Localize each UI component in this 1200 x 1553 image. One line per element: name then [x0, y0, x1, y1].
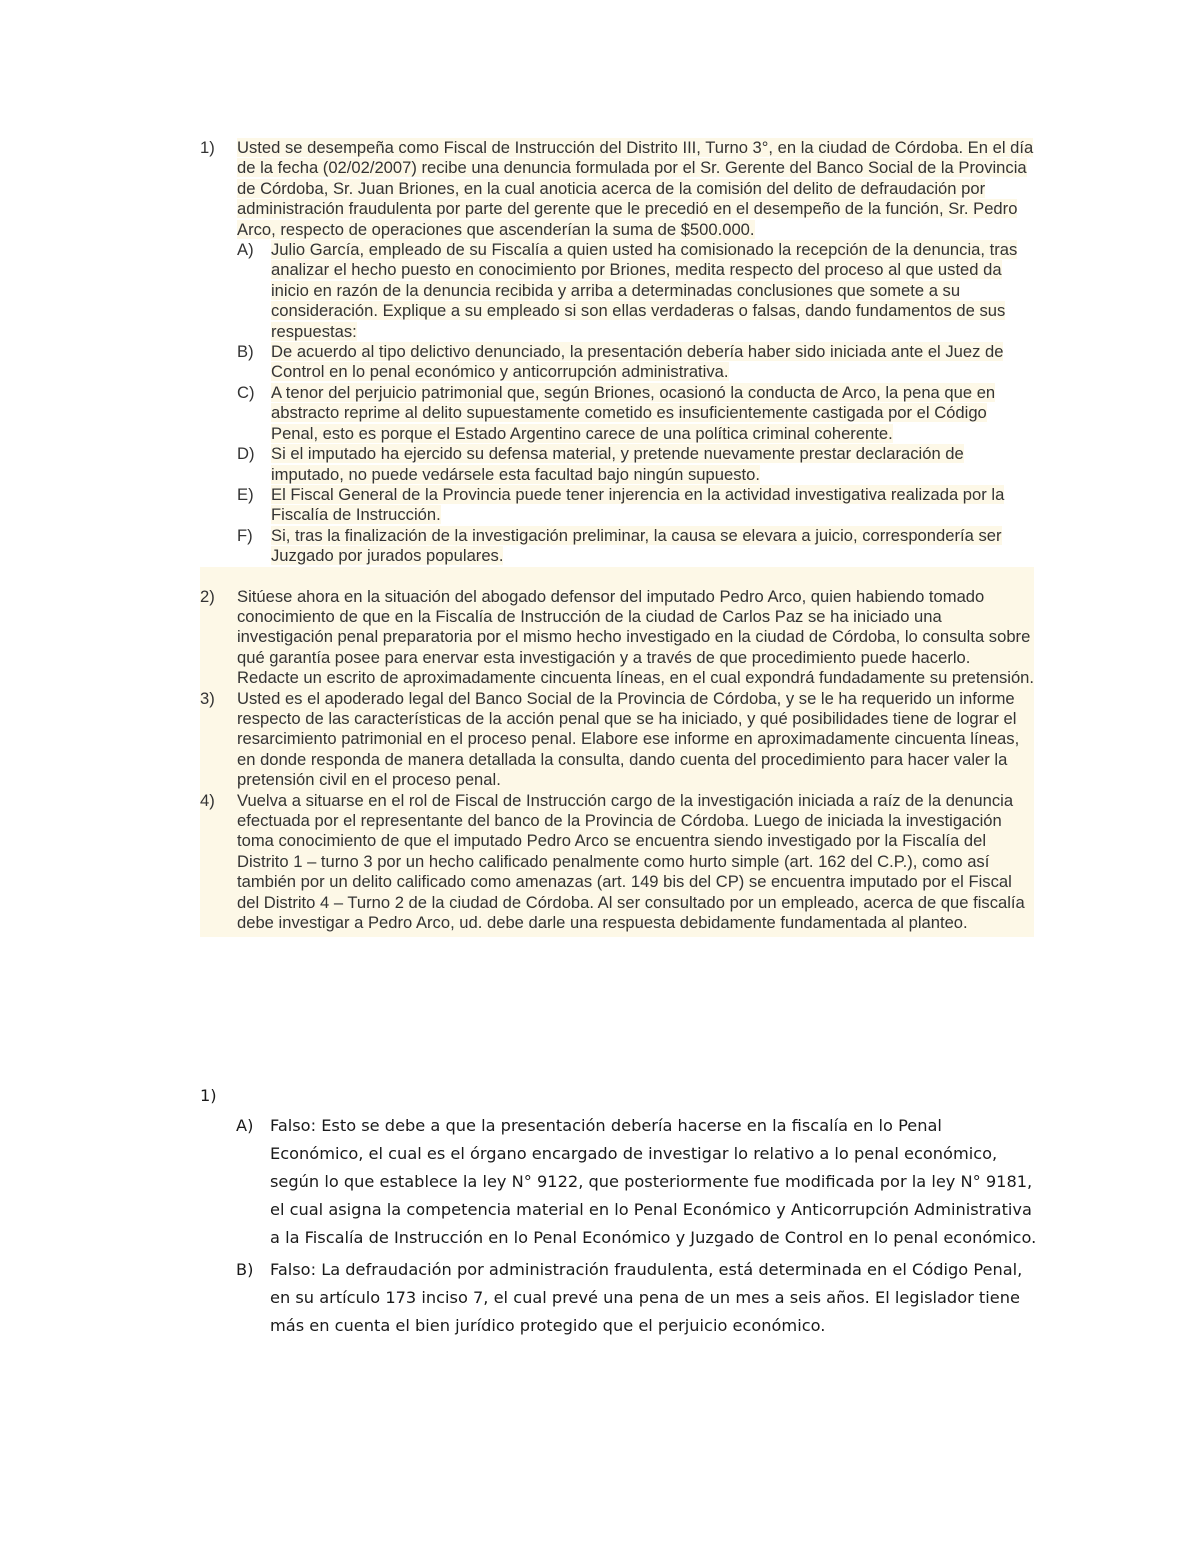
option-text: Julio García, empleado de su Fiscalía a quien usted ha comisionado la recepción de la denuncia, tras analizar el hecho puesto en conocimiento por Briones, medita respecto del proceso al que usted da inicio en razón de la denuncia recibida y arriba a determinadas conclusiones que somete a su consideración. Explique a su empleado si son ellas verdaderas o falsas, dando fundamentos de sus respuestas:	[271, 240, 1018, 341]
question-2	[200, 587, 1034, 689]
answer-text: La defraudación por administración fraudulenta, está determinada en el Código Penal, en su artículo 173 inciso 7, el cual prevé una pena de un mes a seis años. El legislador tiene más en cuenta el bien jurídico protegido que el perjuicio económico.	[270, 1260, 1023, 1335]
answer-b	[236, 1256, 1040, 1340]
question-3	[200, 689, 1034, 791]
option-text: El Fiscal General de la Provincia puede tener injerencia en la actividad investigativa realizada por la Fiscalía de Instrucción.	[271, 484, 1005, 525]
question-number: 2)	[200, 586, 215, 606]
answer-list	[200, 1112, 1040, 1340]
option-a	[237, 240, 1034, 342]
answer-a	[236, 1112, 1040, 1252]
option-letter: C)	[237, 382, 255, 402]
option-letter: E)	[237, 484, 254, 504]
option-f	[237, 526, 1034, 567]
question-1-options	[237, 240, 1034, 567]
answer-label: Falso:	[270, 1116, 317, 1135]
option-e	[237, 485, 1034, 526]
question-4	[200, 791, 1034, 934]
exam-questions	[200, 138, 1034, 937]
questions-2-4-highlight	[200, 567, 1034, 938]
answer-letter: A)	[236, 1116, 254, 1135]
option-c	[237, 383, 1034, 444]
question-number: 4)	[200, 790, 215, 810]
question-text: Vuelva a situarse en el rol de Fiscal de Instrucción cargo de la investigación iniciada a raíz de la denuncia efectuada por el representante del banco de la Provincia de Córdoba. Luego de iniciada la investigación toma conocimiento de que el imputado Pedro Arco se encuentra siendo investigado por la Fiscalía del Distrito 1 – turno 3 por un hecho calificado penalmente como hurto simple (art. 162 del C.P.), como así también por un delito calificado como amenazas (art. 149 bis del CP) se encuentra imputado por el Fiscal del Distrito 4 – Turno 2 de la ciudad de Córdoba. Al ser consultado por un empleado, acerca de que fiscalía debe investigar a Pedro Arco, ud. debe darle una respuesta debidamente fundamentada al planteo.	[237, 790, 1025, 933]
option-letter: D)	[237, 444, 255, 464]
question-1	[200, 138, 1034, 567]
question-text: Usted es el apoderado legal del Banco Social de la Provincia de Córdoba, y se le ha requerido un informe respecto de las características de la acción penal que se ha iniciado, y qué posibilidades tiene de lograr el resarcimiento patrimonial en el proceso penal. Elabore ese informe en aproximadamente cincuenta líneas, en donde responda de manera detallada la consulta, dando cuenta del procedimiento para hacer valer la pretensión civil en el proceso penal.	[237, 688, 1020, 790]
option-text: Si, tras la finalización de la investigación preliminar, la causa se elevara a juicio, correspondería ser Juzgado por jurados populares.	[271, 525, 1002, 566]
option-text: De acuerdo al tipo delictivo denunciado, la presentación debería haber sido iniciada ante el Juez de Control en lo penal económico y anticorrupción administrativa.	[271, 342, 1004, 382]
option-letter: A)	[237, 240, 254, 260]
option-letter: F)	[237, 525, 253, 545]
option-text: A tenor del perjuicio patrimonial que, según Briones, ocasionó la conducta de Arco, la pena que en abstracto reprime al delito supuestamente cometido es insuficientemente castigada por el Código Penal, esto es porque el Estado Argentino carece de una política criminal coherente.	[271, 382, 996, 443]
question-number: 1)	[200, 138, 215, 157]
answer-number: 1)	[200, 1086, 217, 1105]
option-d	[237, 444, 1034, 485]
option-b	[237, 342, 1034, 383]
option-letter: B)	[237, 342, 254, 362]
answer-text: Esto se debe a que la presentación debería hacerse en la fiscalía en lo Penal Económico, el cual es el órgano encargado de investigar lo relativo a lo penal económico, según lo que establece la ley N° 9122, que posteriormente fue modificada por la ley N° 9181, el cual asigna la competencia material en lo Penal Económico y Anticorrupción Administrativa a la Fiscalía de Instrucción en lo Penal Económico y Juzgado de Control en lo penal económico.	[270, 1116, 1037, 1247]
question-number: 3)	[200, 688, 215, 708]
question-text: Usted se desempeña como Fiscal de Instrucción del Distrito III, Turno 3°, en la ciudad de Córdoba. En el día de la fecha (02/02/2007) recibe una denuncia formulada por el Sr. Gerente del Banco Social de la Provincia de Córdoba, Sr. Juan Briones, en la cual anoticia acerca de la comisión del delito de defraudación por administración fraudulenta por parte del gerente que le precedió en el desempeño de la función, Sr. Pedro Arco, respecto de operaciones que ascenderían la suma de $500.000.	[237, 138, 1034, 239]
option-text: Si el imputado ha ejercido su defensa material, y pretende nuevamente prestar declaración de imputado, no puede vedársele esta facultad bajo ningún supuesto.	[271, 444, 964, 484]
answer-letter: B)	[236, 1260, 254, 1279]
question-text: Sitúese ahora en la situación del abogado defensor del imputado Pedro Arco, quien habiendo tomado conocimiento de que en la Fiscalía de Instrucción de la ciudad de Carlos Paz se ha iniciado una investigación penal preparatoria por el mismo hecho investigado en la ciudad de Córdoba, lo consulta sobre qué garantía posee para enervar esta investigación y a través de que procedimiento puede hacerlo. Redacte un escrito de aproximadamente cincuenta líneas, en el cual expondrá fundadamente su pretensión.	[237, 586, 1035, 688]
answer-label: Falso:	[270, 1260, 317, 1279]
spacer	[200, 567, 1034, 587]
answers-section	[200, 1082, 1040, 1340]
